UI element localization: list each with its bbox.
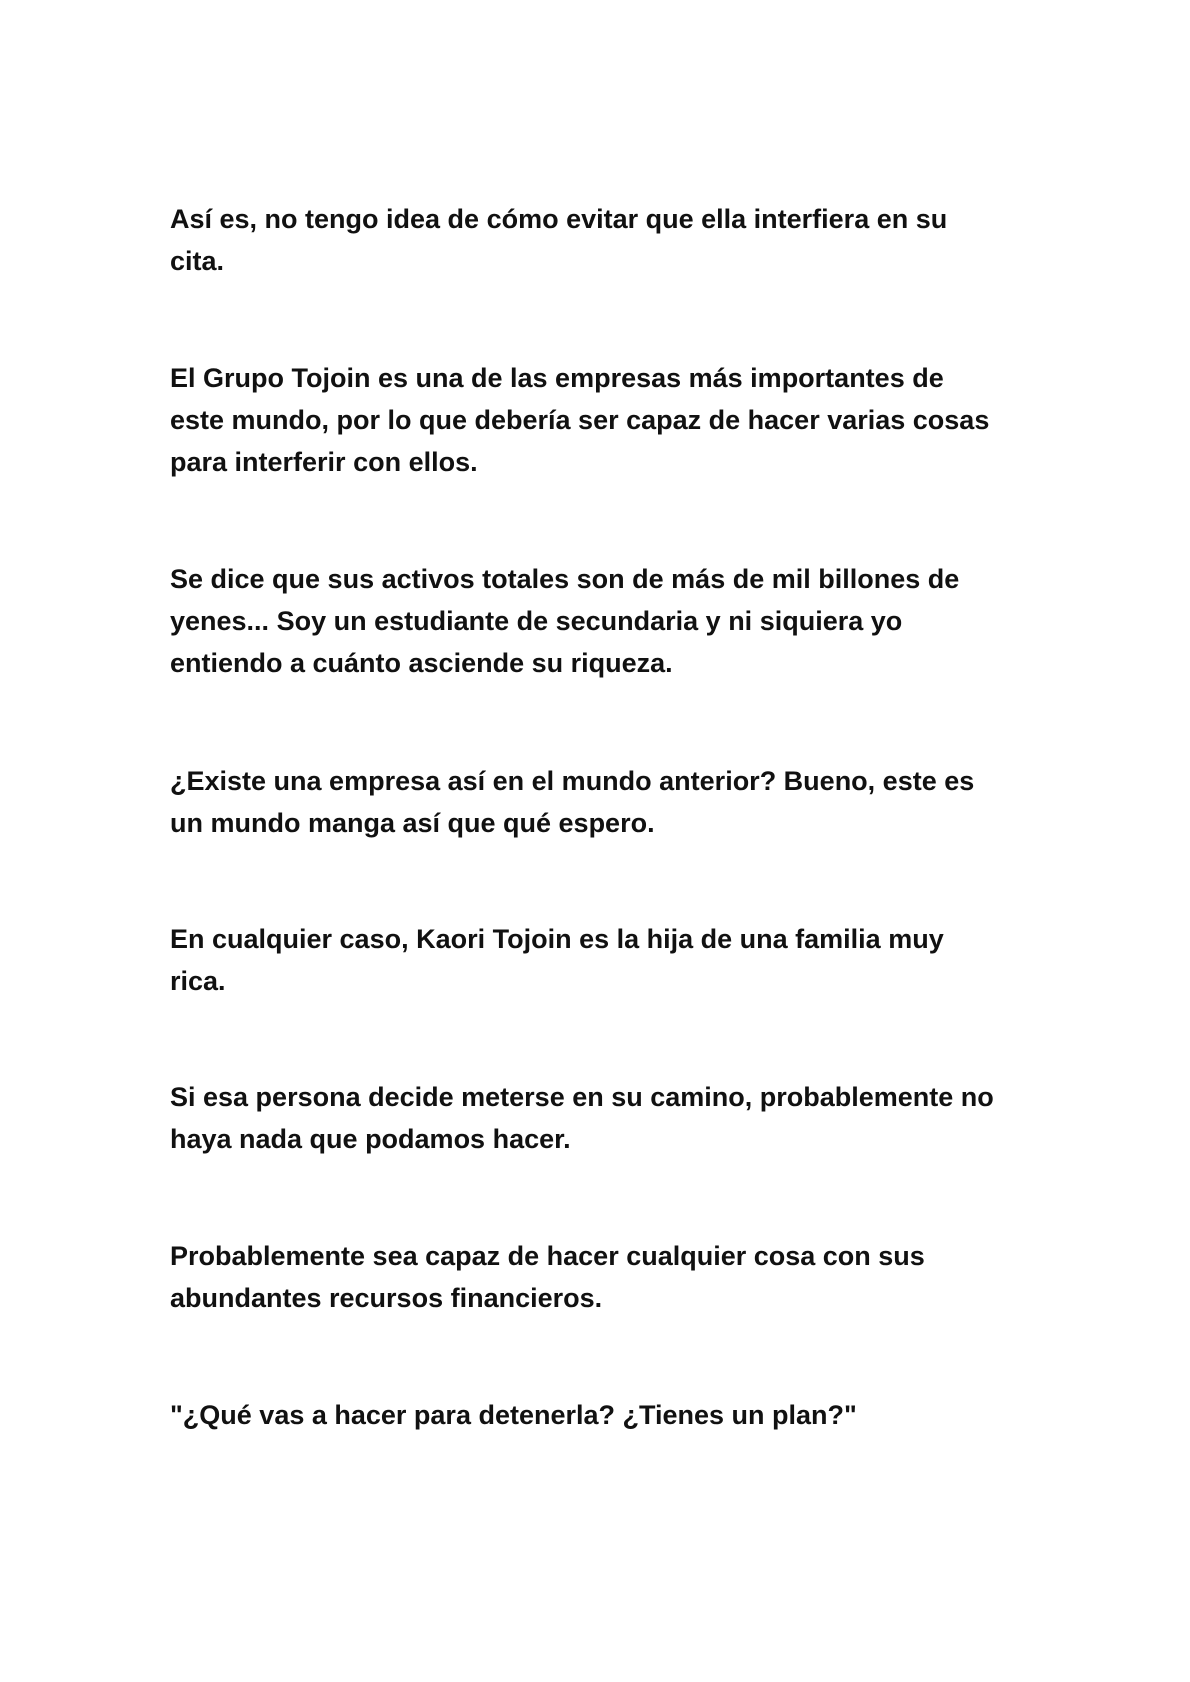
paragraph-8: "¿Qué vas a hacer para detenerla? ¿Tienes un plan?" xyxy=(170,1400,857,1430)
paragraph-5: En cualquier caso, Kaori Tojoin es la hija de una familia muy rica. xyxy=(170,924,944,996)
paragraph-6: Si esa persona decide meterse en su camino, probablemente no haya nada que podamos hacer. xyxy=(170,1082,994,1154)
paragraph-7: Probablemente sea capaz de hacer cualquier cosa con sus abundantes recursos financieros. xyxy=(170,1241,925,1313)
paragraph-1: Así es, no tengo idea de cómo evitar que ella interfiera en su cita. xyxy=(170,204,948,276)
paragraph-2: El Grupo Tojoin es una de las empresas más importantes de este mundo, por lo que debería ser capaz de hacer varias cosas para interferir con ellos. xyxy=(170,363,990,477)
paragraph-4: ¿Existe una empresa así en el mundo anterior? Bueno, este es un mundo manga así que qué espero. xyxy=(170,766,975,838)
paragraph-3: Se dice que sus activos totales son de más de mil billones de yenes... Soy un estudiante de secundaria y ni siquiera yo entiendo a cuánto asciende su riqueza. xyxy=(170,564,960,678)
